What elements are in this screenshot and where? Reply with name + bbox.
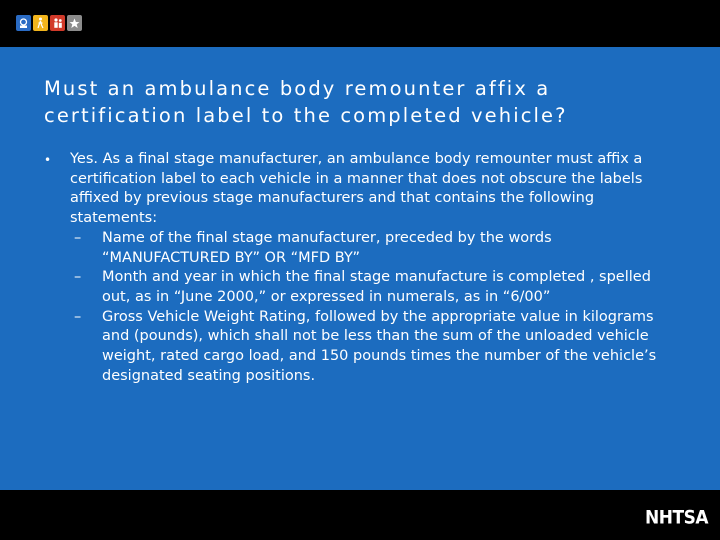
top-bar [0,0,720,47]
sub-item [70,268,665,307]
sub-item [70,229,665,268]
bullet-item [44,150,684,386]
bullet-mark: • [44,153,52,167]
seatbelt-icon [16,15,31,31]
sub-item-text: Month and year in which the final stage manufacture is completed , spelled out, as in “June 2000,” or expressed in numerals, as in “6/00” [102,269,651,305]
pedestrian-icon [33,15,48,31]
nhtsa-logo: NHTSA [645,507,708,529]
dash-mark: – [74,308,82,325]
dash-mark: – [74,229,82,246]
sub-item-text: Gross Vehicle Weight Rating, followed by the appropriate value in kilograms and (pounds), which shall not be less than the sum of the unloaded vehicle weight, rated cargo load, and 150 pounds times the number of the vehicle’s designated seating positions. [102,308,657,384]
star-icon [67,15,82,31]
people-icon [50,15,65,31]
slide-title: Must an ambulance body remounter affix a certification label to the completed vehicle? [44,77,568,127]
sub-item [70,308,665,387]
dash-mark: – [74,269,82,286]
sub-list [70,229,665,387]
slide-body [44,150,684,386]
sub-item-text: Name of the final stage manufacturer, preceded by the words “MANUFACTURED BY” OR “MFD BY” [102,229,552,266]
bottom-bar [0,490,720,540]
program-icons [16,15,82,31]
bullet-text: Yes. As a final stage manufacturer, an ambulance body remounter must affix a certification label to each vehicle in a manner that does not obscure the labels affixed by previous stage manufacturers and that contains the following statements: [70,151,643,227]
bullet-content [70,150,665,386]
